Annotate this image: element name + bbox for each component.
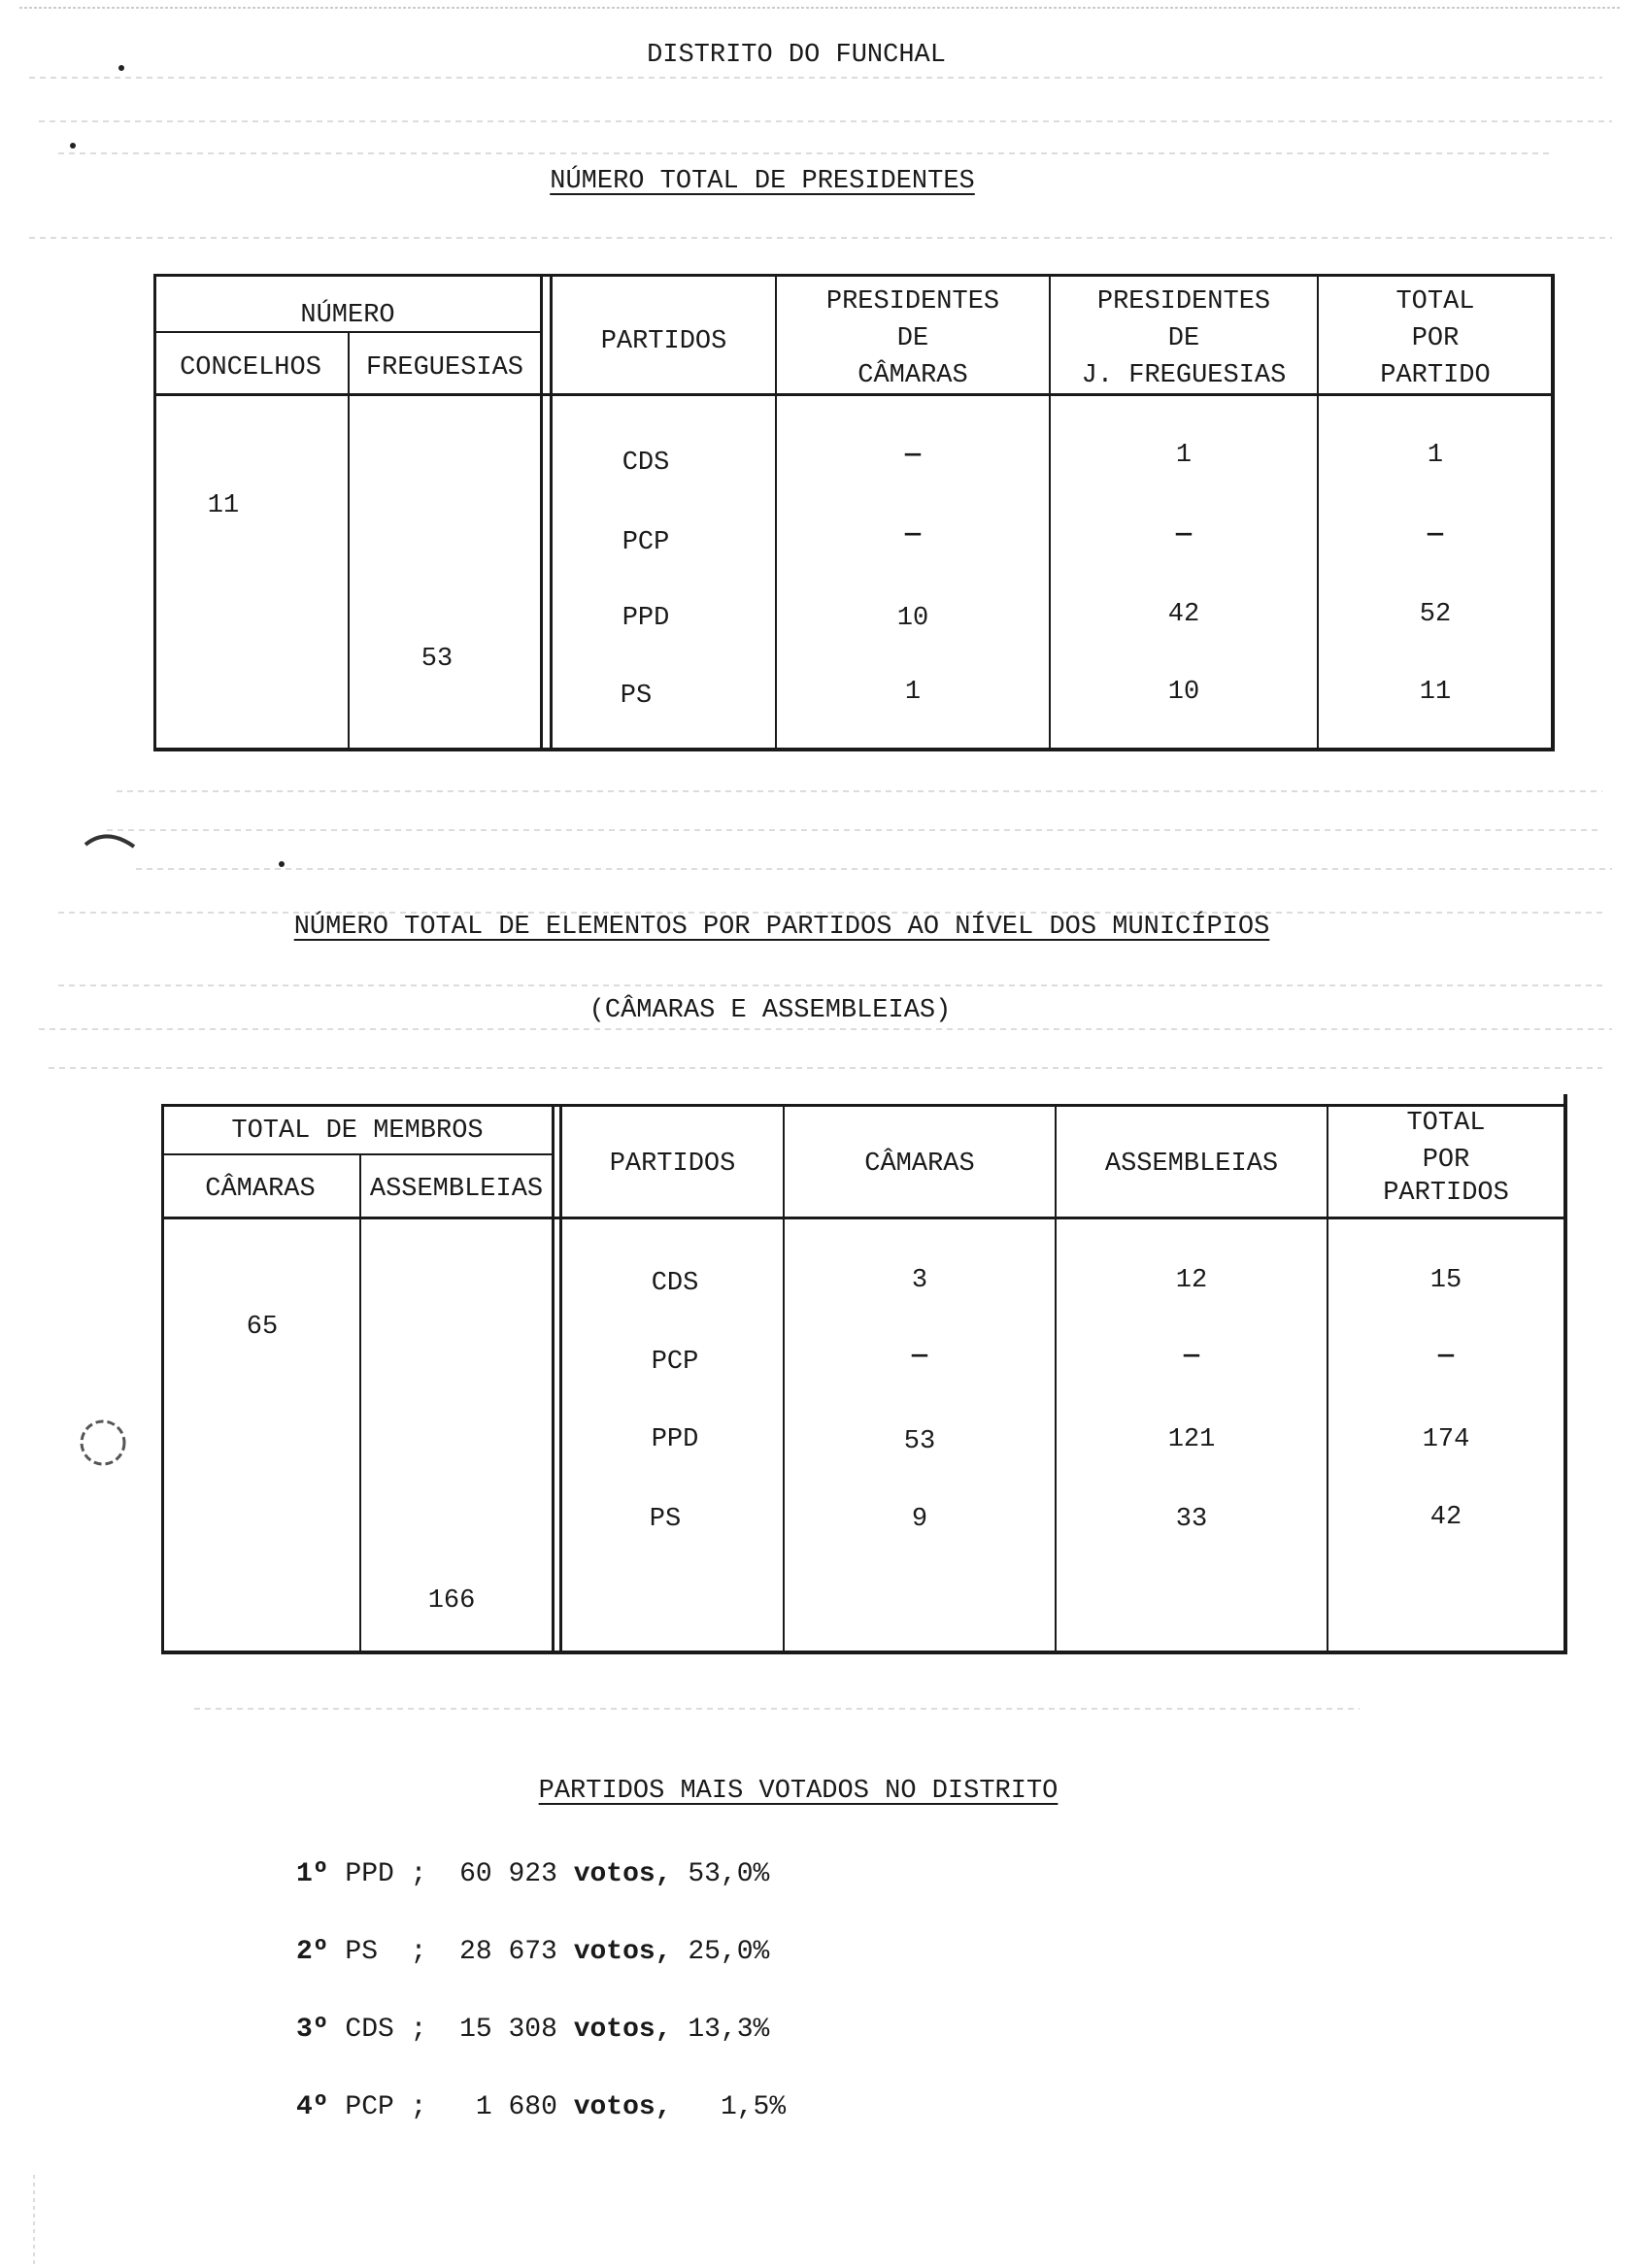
s1-row-camaras: 1 bbox=[904, 678, 922, 707]
ranking-item: 1º PPD ; 60 923 votos, 53,0% bbox=[296, 1859, 770, 1889]
s1-row-camaras: — bbox=[904, 520, 922, 550]
s2-row-camaras: 3 bbox=[911, 1266, 928, 1295]
s1-row-freguesias: 1 bbox=[1175, 441, 1193, 470]
s1-row-party: PPD bbox=[622, 604, 670, 633]
s2-row-camaras: 53 bbox=[903, 1427, 936, 1456]
s2-row-camaras: 9 bbox=[911, 1505, 928, 1534]
header-pres-camaras-3: CÂMARAS bbox=[857, 361, 968, 390]
header-freguesias: FREGUESIAS bbox=[365, 353, 524, 383]
s1-row-party: CDS bbox=[622, 449, 670, 478]
s2-row-camaras: — bbox=[911, 1342, 928, 1371]
header-pres-camaras-2: DE bbox=[896, 324, 929, 353]
section2-title: NÚMERO TOTAL DE ELEMENTOS POR PARTIDOS AO NÍVEL DOS MUNICÍPIOS bbox=[293, 913, 1270, 942]
s2-row-party: CDS bbox=[651, 1269, 699, 1298]
header-total-3: PARTIDO bbox=[1380, 361, 1491, 390]
section3-title: PARTIDOS MAIS VOTADOS NO DISTRITO bbox=[538, 1777, 1059, 1806]
s2-row-total: 15 bbox=[1429, 1266, 1462, 1295]
header-pres-freg-2: DE bbox=[1167, 324, 1200, 353]
s2-row-total: 42 bbox=[1429, 1503, 1462, 1532]
s1-row-party: PCP bbox=[622, 528, 670, 557]
header-total-3: PARTIDOS bbox=[1383, 1179, 1509, 1208]
s2-row-assembleias: 121 bbox=[1167, 1425, 1216, 1454]
header-col-assembleias: ASSEMBLEIAS bbox=[1104, 1150, 1279, 1179]
section2-subtitle: (CÂMARAS E ASSEMBLEIAS) bbox=[588, 996, 952, 1025]
s2-row-party: PCP bbox=[651, 1348, 699, 1377]
district-title: DISTRITO DO FUNCHAL bbox=[647, 41, 946, 70]
concelhos-value: 11 bbox=[207, 491, 240, 520]
header-total-1: TOTAL bbox=[1406, 1109, 1486, 1138]
s1-row-freguesias: 42 bbox=[1167, 600, 1200, 629]
s2-row-assembleias: 33 bbox=[1175, 1505, 1208, 1534]
ranking-item: 4º PCP ; 1 680 votos, 1,5% bbox=[296, 2092, 787, 2122]
header-col-camaras: CÂMARAS bbox=[864, 1150, 975, 1179]
header-pres-camaras-1: PRESIDENTES bbox=[825, 287, 1000, 317]
camaras-value: 65 bbox=[246, 1313, 279, 1342]
header-partidos: PARTIDOS bbox=[600, 327, 727, 356]
header-total-membros: TOTAL DE MEMBROS bbox=[231, 1117, 484, 1146]
header-assembleias: ASSEMBLEIAS bbox=[369, 1175, 544, 1204]
s1-row-total: 1 bbox=[1427, 441, 1444, 470]
header-partidos: PARTIDOS bbox=[609, 1150, 736, 1179]
header-total-2: POR bbox=[1411, 324, 1460, 353]
s2-row-assembleias: 12 bbox=[1175, 1266, 1208, 1295]
ranking-item: 3º CDS ; 15 308 votos, 13,3% bbox=[296, 2015, 770, 2045]
s1-row-camaras: — bbox=[904, 441, 922, 470]
header-concelhos: CONCELHOS bbox=[180, 353, 321, 383]
s2-row-assembleias: — bbox=[1183, 1342, 1200, 1371]
freguesias-value: 53 bbox=[420, 645, 454, 674]
s2-row-total: — bbox=[1437, 1342, 1455, 1371]
ranking-item: 2º PS ; 28 673 votos, 25,0% bbox=[296, 1937, 770, 1967]
s1-row-camaras: 10 bbox=[896, 604, 929, 633]
header-total-2: POR bbox=[1422, 1146, 1470, 1175]
s1-row-total: — bbox=[1427, 520, 1444, 550]
s1-row-freguesias: 10 bbox=[1167, 678, 1200, 707]
s1-row-party: PS bbox=[620, 682, 653, 711]
s1-row-freguesias: — bbox=[1175, 520, 1193, 550]
s1-row-total: 52 bbox=[1419, 600, 1452, 629]
s2-row-party: PS bbox=[649, 1505, 682, 1534]
header-total-1: TOTAL bbox=[1395, 287, 1475, 317]
s2-row-total: 174 bbox=[1422, 1425, 1470, 1454]
s1-row-total: 11 bbox=[1419, 678, 1452, 707]
header-pres-freg-3: J. FREGUESIAS bbox=[1081, 361, 1287, 390]
header-pres-freg-1: PRESIDENTES bbox=[1096, 287, 1271, 317]
assembleias-value: 166 bbox=[427, 1586, 476, 1616]
header-camaras: CÂMARAS bbox=[205, 1175, 316, 1204]
section1-title: NÚMERO TOTAL DE PRESIDENTES bbox=[550, 167, 975, 196]
s2-row-party: PPD bbox=[651, 1425, 699, 1454]
header-numero: NÚMERO bbox=[300, 301, 395, 330]
